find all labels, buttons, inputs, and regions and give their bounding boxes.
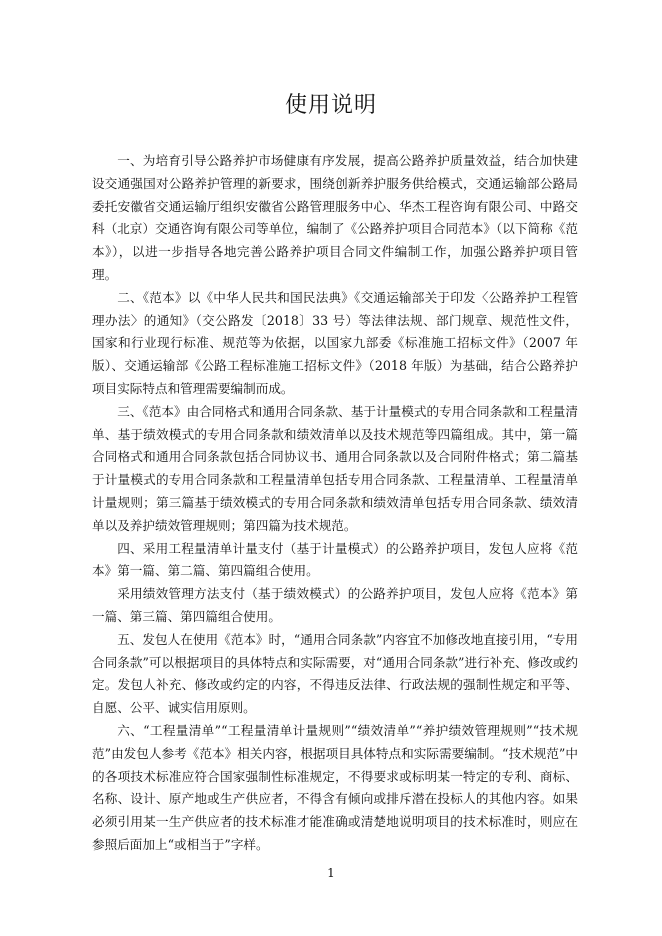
- paragraph-4: 四、采用工程量清单计量支付（基于计量模式）的公路养护项目，发包人应将《范本》第一篇、第二篇、第四篇组合使用。: [92, 540, 578, 579]
- paragraph-7: 六、“工程量清单”“工程量清单计量规则”“绩效清单”“养护绩效管理规则”“技术规范”由发包人参考《范本》相关内容，根据项目具体特点和实际需要编制。“技术规范”中的各项技术标准应符合国家强制性标准规定，不得要求或标明某一特定的专利、商标、名称、设计、原产地或生产供应者，不得含有倾向或排斥潜在投标人的其他内容。如果必须引用某一生产供应者的技术标准才能准确或清楚地说明项目的技术标准时，则应在参照后面加上“或相当于”字样。: [92, 722, 578, 852]
- paragraph-1: 一、为培育引导公路养护市场健康有序发展，提高公路养护质量效益，结合加快建设交通强国对公路养护管理的新要求，围绕创新养护服务供给模式，交通运输部公路局委托安徽省交通运输厅组织安徽省公路管理服务中心、华杰工程咨询有限公司、中路交科（北京）交通咨询有限公司等单位，编制了《公路养护项目合同范本》（以下简称《范本》），以进一步指导各地完善公路养护项目合同文件编制工作，加强公路养护项目管理。: [92, 153, 578, 282]
- document-body: [92, 150, 578, 857]
- paragraph-2: 二、《范本》以《中华人民共和国民法典》《交通运输部关于印发〈公路养护工程管理办法〉的通知》（交公路发〔2018〕33 号）等法律法规、部门规章、规范性文件，国家和行业现行标准、规范等为依据，以国家九部委《标准施工招标文件》（2007 年版）、交通运输部《公路工程标准施工招标文件》（2018 年版）为基础，结合公路养护项目实际特点和管理需要编制而成。: [92, 289, 578, 396]
- paragraph-3: 三、《范本》由合同格式和通用合同条款、基于计量模式的专用合同条款和工程量清单、基于绩效模式的专用合同条款和绩效清单以及技术规范等四篇组成。其中，第一篇合同格式和通用合同条款包括合同协议书、通用合同条款以及合同附件格式；第二篇基于计量模式的专用合同条款和工程量清单包括专用合同条款、工程量清单、工程量清单计量规则；第三篇基于绩效模式的专用合同条款和绩效清单包括专用合同条款、绩效清单以及养护绩效管理规则；第四篇为技术规范。: [92, 403, 578, 533]
- page-title: 使用说明: [284, 93, 377, 118]
- page-number: 1: [327, 866, 335, 880]
- paragraph-6: 五、发包人在使用《范本》时，“通用合同条款”内容宜不加修改地直接引用，“专用合同条款”可以根据项目的具体特点和实际需要，对“通用合同条款”进行补充、修改或约定。发包人补充、修改或约定的内容，不得违反法律、行政法规的强制性规定和平等、自愿、公平、诚实信用原则。: [92, 631, 578, 716]
- paragraph-5: 采用绩效管理方法支付（基于绩效模式）的公路养护项目，发包人应将《范本》第一篇、第三篇、第四篇组合使用。: [92, 586, 578, 624]
